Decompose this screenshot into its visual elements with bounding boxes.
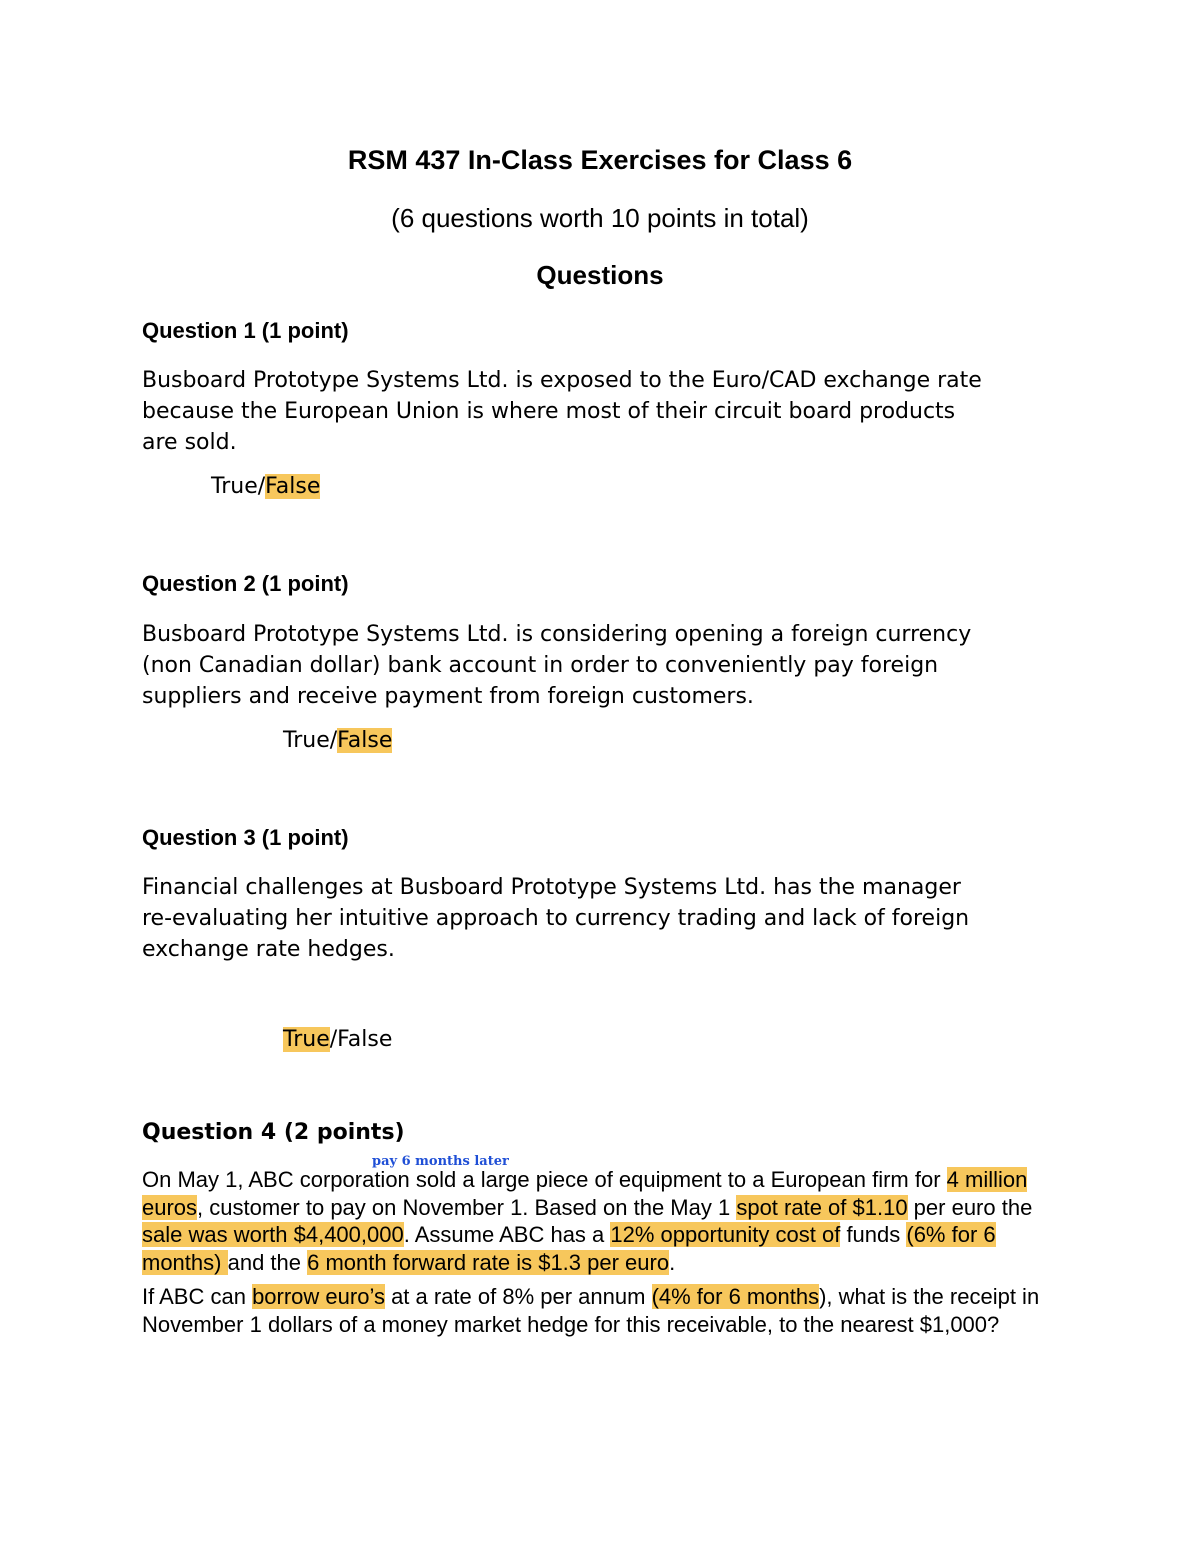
highlight-opportunity-cost: 12% opportunity cost of <box>610 1222 841 1247</box>
highlight-amount: 4 million euros <box>142 1167 1028 1220</box>
answer-separator: / <box>329 1027 338 1052</box>
text-run: at a rate of 8% per annum <box>384 1284 652 1309</box>
question-1-title: Question 1 (1 point) <box>142 318 349 343</box>
text-run: per euro the <box>907 1194 1033 1220</box>
question-1-line-1: Busboard Prototype Systems Ltd. is exposed to the Euro/CAD exchange rate <box>142 368 982 393</box>
answer-separator: / <box>329 728 338 753</box>
question-3-line-2: re-evaluating her intuitive approach to currency trading and lack of foreign <box>142 906 970 931</box>
text-run: . Assume ABC has a <box>403 1222 611 1247</box>
answer-true: True <box>283 728 330 753</box>
question-4-paragraph-1 <box>142 1166 1062 1276</box>
highlight-sale-value: sale was worth $4,400,000 <box>142 1222 404 1247</box>
answer-false: False <box>337 1027 393 1052</box>
answer-false-highlighted: False <box>265 474 321 499</box>
text-run: , customer to pay on November 1. Based on the May 1 <box>197 1194 737 1220</box>
text-run: ), what is the receipt in November 1 dollars of a money market hedge for this receivable, to the nearest $1,000? <box>142 1284 1040 1337</box>
question-2-line-2: (non Canadian dollar) bank account in order to conveniently pay foreign <box>142 653 939 678</box>
answer-false-highlighted: False <box>337 728 393 753</box>
question-1-line-2: because the European Union is where most of their circuit board products <box>142 399 956 424</box>
answer-true-highlighted: True <box>283 1027 330 1052</box>
highlight-spot-rate: spot rate of $1.10 <box>736 1194 908 1220</box>
highlight-borrow-euros: borrow euro’s <box>252 1284 385 1309</box>
highlight-six-month-rate: (6% for 6 months) <box>142 1222 996 1275</box>
text-run: On May 1, ABC corporation sold a large piece of equipment to a European firm for <box>142 1167 947 1192</box>
answer-separator: / <box>257 474 266 499</box>
text-run: If ABC can <box>142 1284 253 1309</box>
highlight-forward-rate: 6 month forward rate is $1.3 per euro <box>307 1249 670 1275</box>
highlight-four-percent: (4% for 6 months <box>651 1284 820 1309</box>
question-1-answer <box>211 474 320 499</box>
document-title: RSM 437 In-Class Exercises for Class 6 <box>347 145 853 175</box>
question-3-line-1: Financial challenges at Busboard Prototype Systems Ltd. has the manager <box>142 875 961 900</box>
question-2-line-3: suppliers and receive payment from foreign customers. <box>142 684 754 709</box>
text-run: funds <box>840 1222 907 1247</box>
text-run: and the <box>227 1249 308 1275</box>
answer-true: True <box>211 474 258 499</box>
question-3-title: Question 3 (1 point) <box>142 825 349 850</box>
question-2-title: Question 2 (1 point) <box>142 571 349 596</box>
question-1-line-3: are sold. <box>142 430 237 455</box>
section-heading: Questions <box>536 260 664 290</box>
question-3-line-3: exchange rate hedges. <box>142 937 395 962</box>
question-2-line-1: Busboard Prototype Systems Ltd. is considering opening a foreign currency <box>142 622 972 647</box>
text-run: . <box>669 1249 676 1275</box>
question-2-answer <box>283 728 392 753</box>
document-subtitle: (6 questions worth 10 points in total) <box>391 203 809 233</box>
question-4-paragraph-2 <box>142 1283 1062 1338</box>
question-3-answer <box>283 1027 392 1052</box>
handwritten-annotation: pay 6 months later <box>372 1154 509 1169</box>
question-4-title: Question 4 (2 points) <box>142 1120 405 1145</box>
